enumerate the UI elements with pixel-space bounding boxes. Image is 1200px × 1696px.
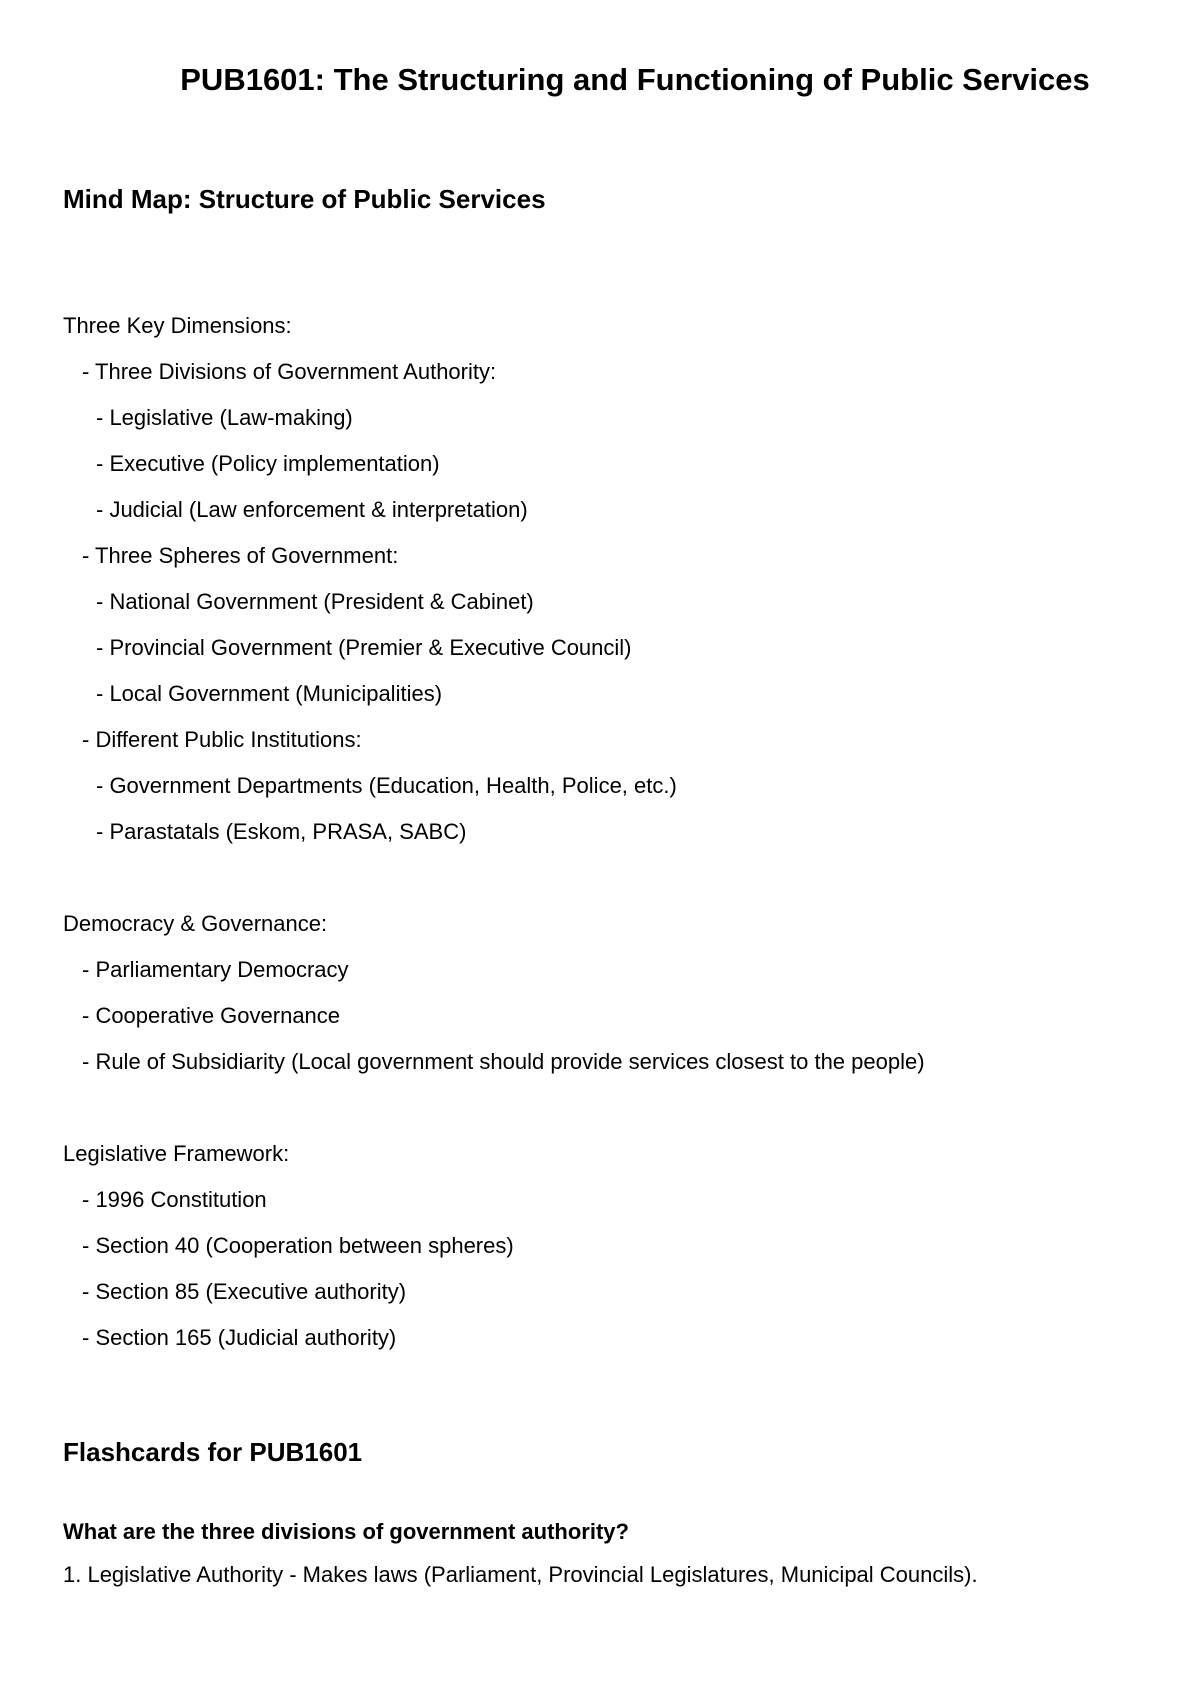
list-item: - Judicial (Law enforcement & interpretation) [96,497,528,522]
list-item: - Parliamentary Democracy [82,957,349,982]
list-item: - Legislative (Law-making) [96,405,353,430]
flashcards-heading: Flashcards for PUB1601 [63,1437,363,1467]
mind-map-heading: Mind Map: Structure of Public Services [63,184,546,214]
flashcard-answer: 1. Legislative Authority - Makes laws (Parliament, Provincial Legislatures, Municipal Councils). [63,1562,978,1587]
democracy-label: Democracy & Governance: [63,911,328,936]
list-item: - Cooperative Governance [82,1003,341,1028]
institutions-label: - Different Public Institutions: [82,727,362,752]
list-item: - Section 85 (Executive authority) [82,1279,407,1304]
list-item: - Provincial Government (Premier & Executive Council) [96,635,632,660]
list-item: - National Government (President & Cabinet) [96,589,534,614]
list-item: - Parastatals (Eskom, PRASA, SABC) [96,819,467,844]
spheres-label: - Three Spheres of Government: [82,543,399,568]
framework-label: Legislative Framework: [63,1141,290,1166]
divisions-label: - Three Divisions of Government Authority: [82,359,497,384]
list-item: - Section 40 (Cooperation between spheres) [82,1233,514,1258]
page-title: PUB1601: The Structuring and Functioning of Public Services [180,62,1090,97]
dimensions-label: Three Key Dimensions: [63,313,292,338]
list-item: - Rule of Subsidiarity (Local government should provide services closest to the people) [82,1049,925,1074]
list-item: - Government Departments (Education, Health, Police, etc.) [96,773,677,798]
list-item: - Local Government (Municipalities) [96,681,443,706]
list-item: - Section 165 (Judicial authority) [82,1325,397,1350]
flashcard-question: What are the three divisions of government authority? [63,1519,629,1544]
list-item: - 1996 Constitution [82,1187,267,1212]
list-item: - Executive (Policy implementation) [96,451,440,476]
